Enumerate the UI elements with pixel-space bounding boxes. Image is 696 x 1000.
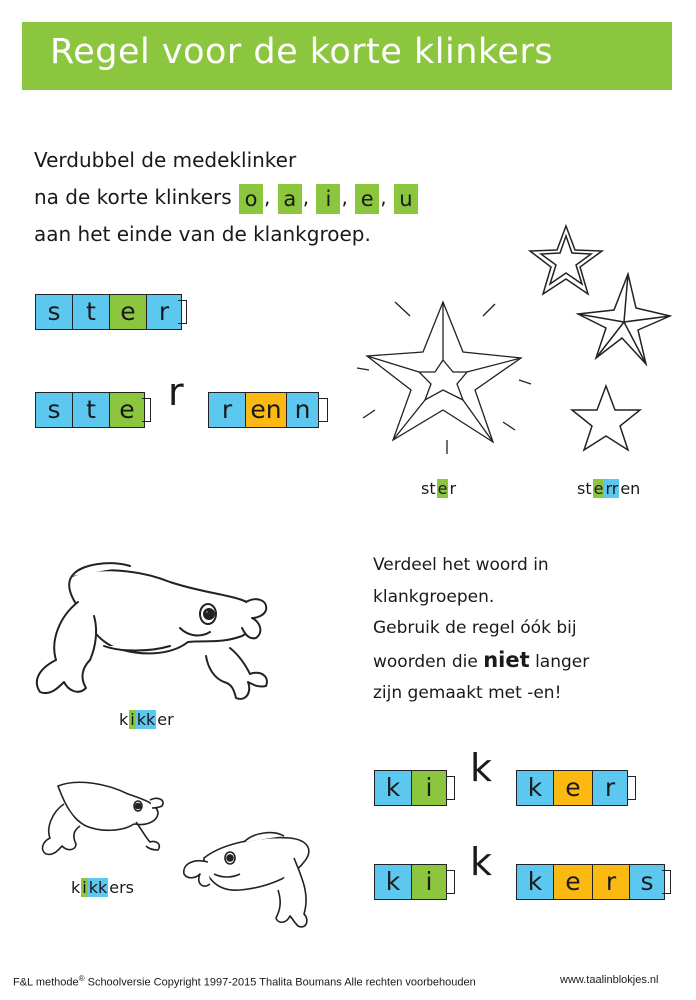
frog-icon bbox=[20, 556, 270, 716]
syllable-part: st bbox=[421, 479, 436, 498]
footer-rest: Schoolversie Copyright 1997-2015 Thalita Boumans Alle rechten voorbehouden bbox=[84, 976, 476, 989]
syllable-double: kk bbox=[88, 878, 108, 897]
small-frog-icon bbox=[38, 772, 168, 862]
floating-letter-r: r bbox=[168, 370, 184, 414]
para-line-1: Verdeel het woord in bbox=[373, 555, 549, 575]
block-k: k bbox=[517, 865, 554, 899]
block-n-label: n bbox=[294, 395, 311, 424]
rule-line-2-prefix: na de korte klinkers bbox=[34, 185, 232, 209]
block-r: r bbox=[147, 295, 181, 329]
plain-star-icon bbox=[570, 384, 642, 452]
rule-line-3: aan het einde van de klankgroep. bbox=[34, 222, 371, 246]
vowel-u: u bbox=[394, 184, 418, 214]
block-s: s bbox=[630, 865, 664, 899]
syllable-part: ers bbox=[109, 878, 135, 897]
syllable-part: k bbox=[119, 710, 129, 729]
syllable-part: st bbox=[577, 479, 592, 498]
vowel-separator: , bbox=[341, 185, 348, 209]
block-e: e bbox=[110, 295, 147, 329]
rule-text bbox=[34, 142, 419, 253]
letter-blocks-ste bbox=[35, 392, 145, 428]
syllable-part: k bbox=[71, 878, 81, 897]
block-k: k bbox=[375, 771, 412, 805]
syllable-part: er bbox=[157, 710, 174, 729]
word-ster bbox=[420, 479, 457, 498]
block-r: r bbox=[209, 393, 246, 427]
syllable-double: rr bbox=[605, 479, 619, 498]
battery-cap bbox=[178, 300, 187, 324]
block-t: t bbox=[73, 393, 110, 427]
footer-copyright bbox=[13, 974, 476, 989]
syllable-part: r bbox=[449, 479, 457, 498]
floating-letter-k: k bbox=[470, 746, 493, 790]
para-line-4c: langer bbox=[535, 651, 590, 672]
footer-registered: ® bbox=[78, 974, 85, 983]
instruction-paragraph bbox=[373, 550, 589, 710]
vowel-separator: , bbox=[302, 185, 310, 209]
para-line-4 bbox=[373, 645, 589, 679]
vowel-e: e bbox=[355, 184, 379, 214]
para-line-4a: woorden die bbox=[373, 651, 478, 672]
letter-blocks-ki bbox=[374, 864, 447, 900]
page-title: Regel voor de korte klinkers bbox=[50, 32, 554, 72]
para-emphasis-niet: niet bbox=[483, 647, 530, 672]
block-i: i bbox=[412, 865, 446, 899]
letter-blocks-ker bbox=[516, 770, 628, 806]
syllable-part: en bbox=[620, 479, 641, 498]
word-kikker bbox=[118, 710, 175, 729]
rule-line-1: Verdubbel de medeklinker bbox=[34, 148, 297, 172]
small-frog-icon bbox=[174, 818, 324, 934]
para-line-2: klankgroepen. bbox=[373, 586, 495, 607]
vowel-a: a bbox=[278, 184, 302, 214]
letter-blocks-ren bbox=[208, 392, 288, 428]
footer-brand: F&L methode bbox=[13, 976, 79, 989]
vowel-i: i bbox=[316, 184, 340, 214]
para-line-3: Gebruik de regel óók bij bbox=[373, 618, 577, 638]
vowel-o: o bbox=[239, 184, 263, 214]
block-s: s bbox=[36, 295, 73, 329]
syllable-double: kk bbox=[136, 710, 156, 729]
block-n bbox=[287, 392, 319, 428]
block-s: s bbox=[36, 393, 73, 427]
floating-letter-k: k bbox=[470, 840, 493, 884]
battery-cap bbox=[662, 870, 671, 894]
block-k: k bbox=[375, 865, 412, 899]
vowel-separator: , bbox=[264, 185, 271, 209]
block-er-r: r bbox=[593, 865, 630, 899]
block-t: t bbox=[73, 295, 110, 329]
footer-url: www.taalinblokjes.nl bbox=[560, 974, 659, 986]
big-star-icon bbox=[355, 290, 535, 460]
battery-cap bbox=[142, 398, 151, 422]
syllable-vowel: e bbox=[437, 479, 448, 498]
syllable-vowel: e bbox=[593, 479, 604, 498]
battery-cap bbox=[627, 776, 636, 800]
title-banner bbox=[22, 22, 672, 90]
para-line-5: zijn gemaakt met -en! bbox=[373, 683, 562, 703]
faceted-star-icon bbox=[576, 272, 672, 366]
word-sterren bbox=[576, 479, 641, 498]
rule-line-2 bbox=[34, 179, 419, 216]
block-er-r: r bbox=[593, 771, 627, 805]
block-er-e: e bbox=[554, 771, 593, 805]
block-e: e bbox=[110, 393, 144, 427]
syllable-vowel: i bbox=[82, 878, 87, 897]
letter-blocks-ki bbox=[374, 770, 447, 806]
word-kikkers bbox=[70, 878, 135, 897]
block-k: k bbox=[517, 771, 554, 805]
letter-blocks-ster bbox=[35, 294, 182, 330]
vowel-separator: , bbox=[380, 185, 387, 209]
letter-blocks-kers bbox=[516, 864, 665, 900]
battery-cap bbox=[446, 870, 455, 894]
block-en: en bbox=[246, 393, 287, 427]
block-er-e: e bbox=[554, 865, 593, 899]
battery-cap bbox=[319, 398, 328, 422]
battery-cap bbox=[446, 776, 455, 800]
block-i: i bbox=[412, 771, 446, 805]
syllable-vowel: i bbox=[130, 710, 135, 729]
